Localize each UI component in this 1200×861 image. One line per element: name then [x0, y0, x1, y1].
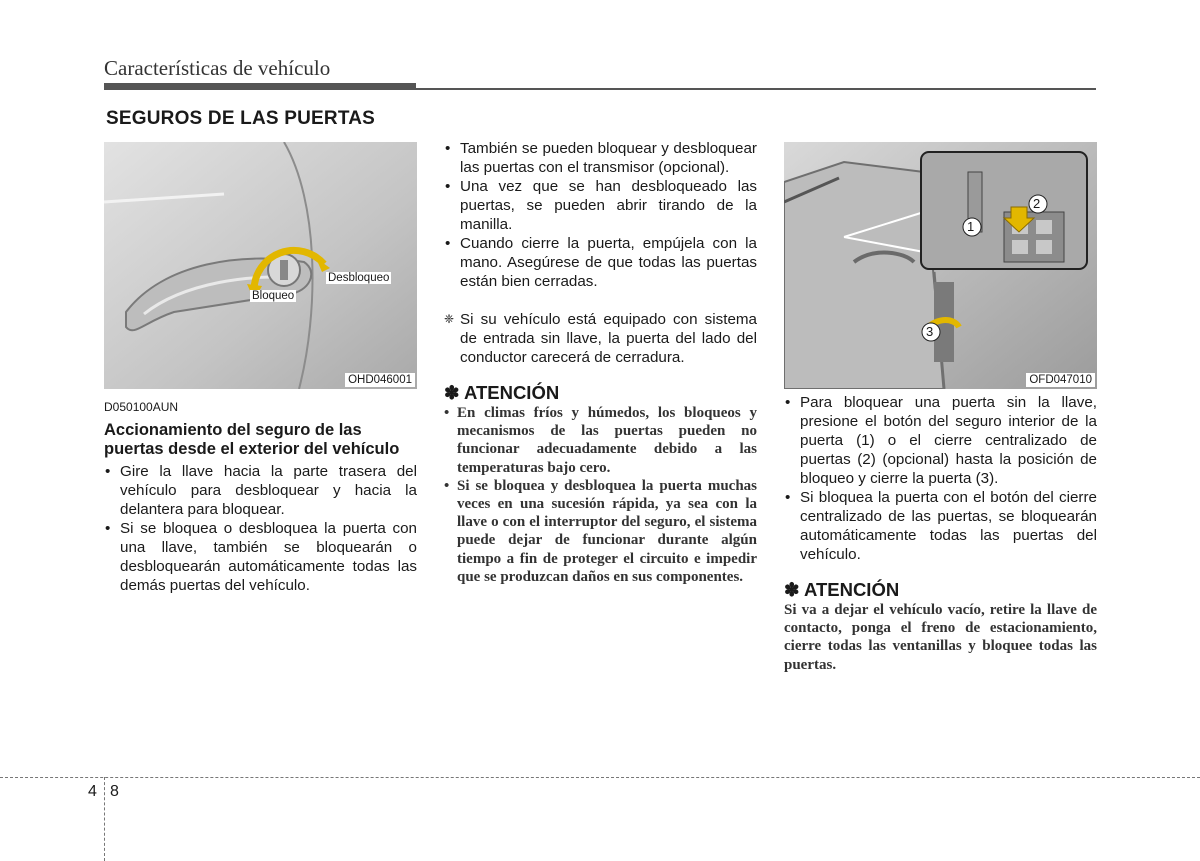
attention-item: • Si se bloquea y desbloquea la puerta muchas veces en una sucesión rápida, ya sea con la llave o con el interruptor del seguro, el sistema puede dejar de funcionar durante algún tiempo a fin de proteger el circuito e impedir que se produzcan daños en sus componentes. [444, 477, 757, 586]
callout-3: 3 [926, 324, 934, 339]
list-item: • También se pueden bloquear y desbloquear las puertas con el transmisor (opcional). [444, 139, 757, 177]
page-number: 8 [110, 783, 119, 800]
callout-2: 2 [1033, 196, 1041, 211]
running-header: Características de vehículo [104, 56, 331, 80]
attention-list [444, 404, 757, 586]
list-item: • Si bloquea la puerta con el botón del cierre centralizado de las puertas, se bloquearán automáticamente todas las puertas del vehículo. [784, 488, 1097, 564]
lock-label: Bloqueo [252, 290, 295, 302]
column-3 [784, 393, 1097, 674]
figure-code: OHD046001 [345, 373, 415, 387]
header-bar [104, 83, 416, 90]
chapter-number: 4 [88, 783, 97, 800]
door-handle-figure [104, 142, 417, 389]
column-1 [104, 398, 417, 595]
door-lock-illustration [784, 142, 1097, 389]
reference-code: D050100AUN [104, 400, 179, 414]
col2-list [444, 139, 757, 291]
footer-divider [104, 777, 105, 861]
list-item: • Gire la llave hacia la parte trasera del vehículo para desbloquear y hacia la delantera para bloquear. [104, 462, 417, 519]
header-rule [416, 88, 1096, 90]
section-title: SEGUROS DE LAS PUERTAS [106, 108, 376, 129]
subheading: Accionamiento del seguro de las puertas desde el exterior del vehículo [104, 421, 400, 458]
attention-heading: ✽ ATENCIÓN [784, 579, 900, 600]
list-item: • Para bloquear una puerta sin la llave, presione el botón del seguro interior de la puerta (1) o el cierre centralizado de puertas (2) (opcional) hasta la posición de bloqueo y cierre la puerta (3). [784, 393, 1097, 488]
attention-item: • En climas fríos y húmedos, los bloqueos y mecanismos de las puertas pueden no funcionar adecuadamente debido a las temperaturas bajo cero. [444, 404, 757, 477]
figure-code: OFD047010 [1026, 373, 1095, 387]
unlock-label: Desbloqueo [328, 272, 390, 284]
attention-body: Si va a dejar el vehículo vacío, retire la llave de contacto, ponga el freno de estacionamiento, cierre todas las ventanillas y bloquee todas las puertas. [784, 602, 1097, 673]
col3-list [784, 393, 1097, 564]
door-lock-figure [784, 142, 1097, 389]
col1-list [104, 462, 417, 595]
column-2 [444, 139, 757, 586]
callout-1: 1 [967, 219, 975, 234]
keyless-note: ❈ Si su vehículo está equipado con sistema de entrada sin llave, la puerta del lado del conductor carecerá de cerradura. [444, 310, 757, 367]
attention-heading: ✽ ATENCIÓN [444, 382, 560, 403]
list-item: • Una vez que se han desbloqueado las puertas, se pueden abrir tirando de la manilla. [444, 177, 757, 234]
list-item: • Si se bloquea o desbloquea la puerta con una llave, también se bloquearán o desbloquearán automáticamente todas las demás puertas del vehículo. [104, 519, 417, 595]
list-item: • Cuando cierre la puerta, empújela con la mano. Asegúrese de que todas las puertas están bien cerradas. [444, 234, 757, 291]
door-handle-illustration [104, 142, 417, 389]
footer-rule [0, 777, 1200, 778]
